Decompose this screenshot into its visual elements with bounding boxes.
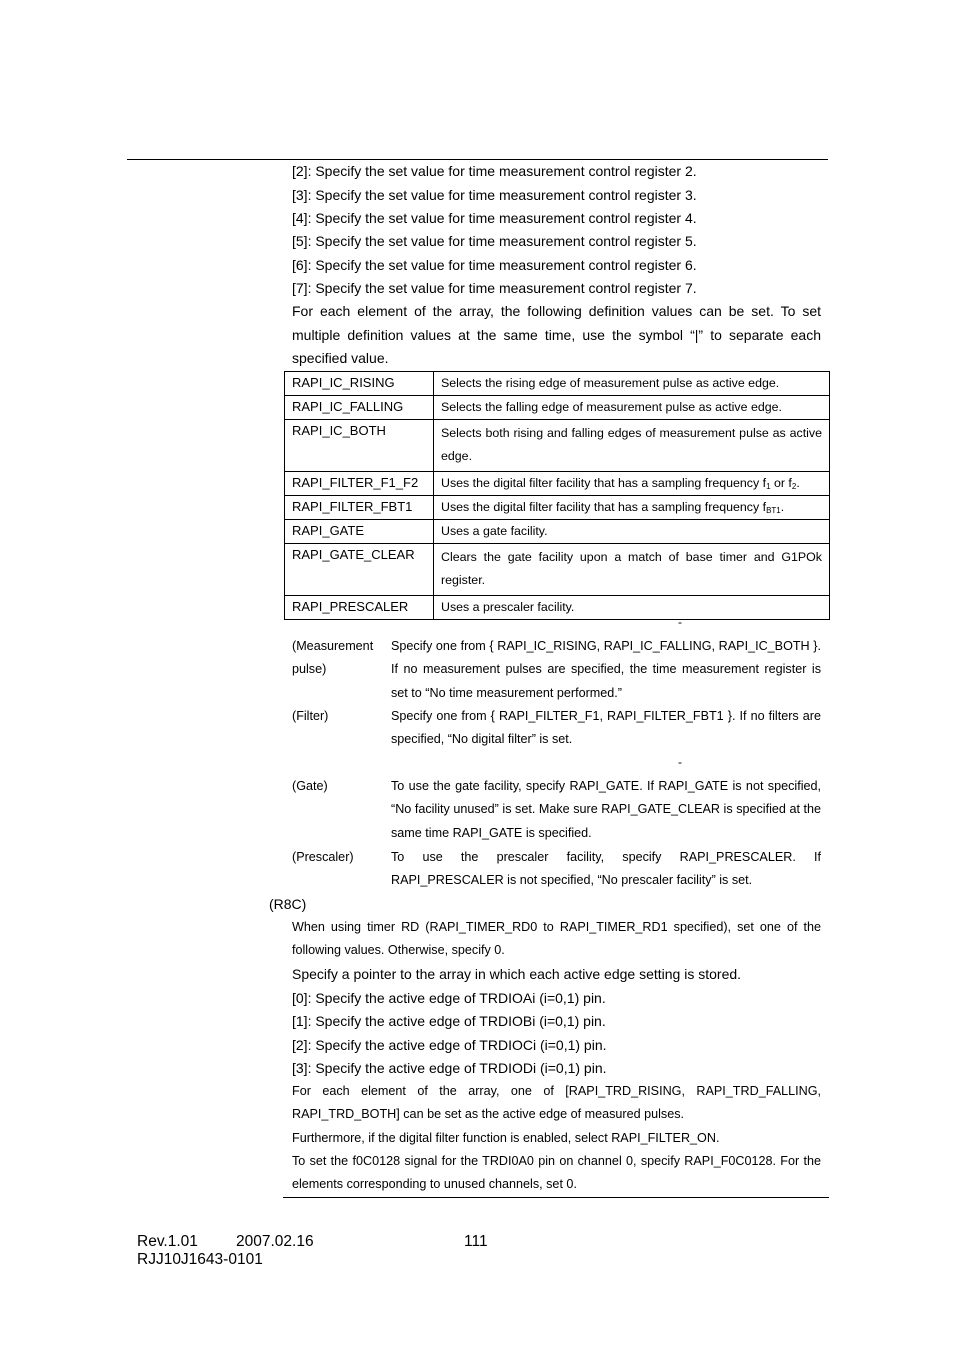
trd-note: For each element of the array, one of [RAPI_TRD_RISING, RAPI_TRD_FALLING, RAPI_TRD_BOTH] can be set as the active edge of measured pulses. xyxy=(292,1084,821,1122)
reg-line-4: [4]: Specify the set value for time measurement control register 4. xyxy=(292,210,697,226)
pin-line-1: [1]: Specify the active edge of TRDIOBi (i=0,1) pin. xyxy=(292,1013,606,1029)
reg-line-3: [3]: Specify the set value for time measurement control register 3. xyxy=(292,187,697,203)
r8c-pointer: Specify a pointer to the array in which each active edge setting is stored. xyxy=(292,966,742,982)
table-cell-name: RAPI_GATE xyxy=(285,520,434,544)
footer-doc-id: RJJ10J1643-0101 xyxy=(137,1251,263,1268)
page-number: 111 xyxy=(464,1233,488,1250)
table-row xyxy=(285,420,830,472)
filter-note: Furthermore, if the digital filter function is enabled, select RAPI_FILTER_ON. xyxy=(292,1131,720,1145)
table-cell-desc: Uses a gate facility. xyxy=(434,520,830,544)
reg-line-2: [2]: Specify the set value for time measurement control register 2. xyxy=(292,163,697,179)
term-pulse: pulse) xyxy=(292,662,327,676)
pin-line-0: [0]: Specify the active edge of TRDIOAi (i=0,1) pin. xyxy=(292,990,606,1006)
table-cell-desc: Selects the rising edge of measurement pulse as active edge. xyxy=(434,372,830,396)
term-measurement-desc: Specify one from { RAPI_IC_RISING, RAPI_IC_FALLING, RAPI_IC_BOTH }. If no measurement pulses are specified, the time measurement register is set to “No time measurement performed.” xyxy=(391,639,821,700)
table-row xyxy=(285,520,830,544)
table-cell-desc xyxy=(434,496,830,520)
desc-text: or f xyxy=(770,476,792,490)
dash-mark: - xyxy=(678,755,682,769)
dash-mark: - xyxy=(678,615,682,629)
desc-text: . xyxy=(796,476,800,490)
table-cell-desc: Uses a prescaler facility. xyxy=(434,596,830,620)
table-row xyxy=(285,372,830,396)
bottom-rule xyxy=(283,1197,829,1198)
term-measurement: (Measurement xyxy=(292,639,374,653)
subscript: 1 xyxy=(766,482,771,491)
table-cell-name: RAPI_FILTER_F1_F2 xyxy=(285,472,434,496)
term-gate: (Gate) xyxy=(292,779,328,793)
table-cell-name: RAPI_IC_BOTH xyxy=(285,420,434,472)
term-prescaler-desc: To use the prescaler facility, specify RAPI_PRESCALER. If RAPI_PRESCALER is not specified, “No prescaler facility” is set. xyxy=(391,850,821,888)
r8c-label: (R8C) xyxy=(269,896,307,912)
table-row xyxy=(285,596,830,620)
desc-text: Uses the digital filter facility that has a sampling frequency f xyxy=(441,476,767,490)
table-cell-name: RAPI_FILTER_FBT1 xyxy=(285,496,434,520)
r8c-intro: When using timer RD (RAPI_TIMER_RD0 to RAPI_TIMER_RD1 specified), set one of the following values. Otherwise, specify 0. xyxy=(292,920,821,958)
term-gate-desc: To use the gate facility, specify RAPI_GATE. If RAPI_GATE is not specified, “No facility unused” is set. Make sure RAPI_GATE_CLEAR is specified at the same time RAPI_GATE is specified. xyxy=(391,779,821,840)
table-row xyxy=(285,544,830,596)
pin-line-2: [2]: Specify the active edge of TRDIOCi (i=0,1) pin. xyxy=(292,1037,607,1053)
table-cell-name: RAPI_IC_FALLING xyxy=(285,396,434,420)
term-prescaler: (Prescaler) xyxy=(292,850,354,864)
array-note: For each element of the array, the following definition values can be set. To set multiple definition values at the same time, use the symbol “|” to separate each specified value. xyxy=(292,303,821,366)
desc-text: Uses the digital filter facility that has a sampling frequency f xyxy=(441,500,767,514)
table-cell-name: RAPI_GATE_CLEAR xyxy=(285,544,434,596)
table-cell-desc xyxy=(434,472,830,496)
reg-line-5: [5]: Specify the set value for time measurement control register 5. xyxy=(292,233,697,249)
table-row xyxy=(285,396,830,420)
table-cell-desc: Clears the gate facility upon a match of base timer and G1POk register. xyxy=(434,544,830,596)
definition-table xyxy=(284,371,830,620)
table-cell-name: RAPI_IC_RISING xyxy=(285,372,434,396)
term-filter-desc: Specify one from { RAPI_FILTER_F1, RAPI_FILTER_FBT1 }. If no filters are specified, “No digital filter” is set. xyxy=(391,709,821,747)
subscript: 2 xyxy=(791,482,797,491)
pin-line-3: [3]: Specify the active edge of TRDIODi (i=0,1) pin. xyxy=(292,1060,607,1076)
reg-line-6: [6]: Specify the set value for time measurement control register 6. xyxy=(292,257,697,273)
table-row xyxy=(285,472,830,496)
top-rule xyxy=(127,159,828,160)
table-cell-desc: Selects both rising and falling edges of measurement pulse as active edge. xyxy=(434,420,830,472)
term-filter: (Filter) xyxy=(292,709,329,723)
reg-line-7: [7]: Specify the set value for time measurement control register 7. xyxy=(292,280,697,296)
table-row xyxy=(285,496,830,520)
desc-text: . xyxy=(780,500,785,514)
subscript: BT1 xyxy=(766,506,781,515)
table-cell-name: RAPI_PRESCALER xyxy=(285,596,434,620)
f0c-note: To set the f0C0128 signal for the TRDI0A0 pin on channel 0, specify RAPI_F0C0128. For the elements corresponding to unused channels, set 0. xyxy=(292,1154,821,1192)
footer-date: 2007.02.16 xyxy=(236,1233,314,1250)
footer-rev: Rev.1.01 xyxy=(137,1233,198,1250)
table-cell-desc: Selects the falling edge of measurement pulse as active edge. xyxy=(434,396,830,420)
